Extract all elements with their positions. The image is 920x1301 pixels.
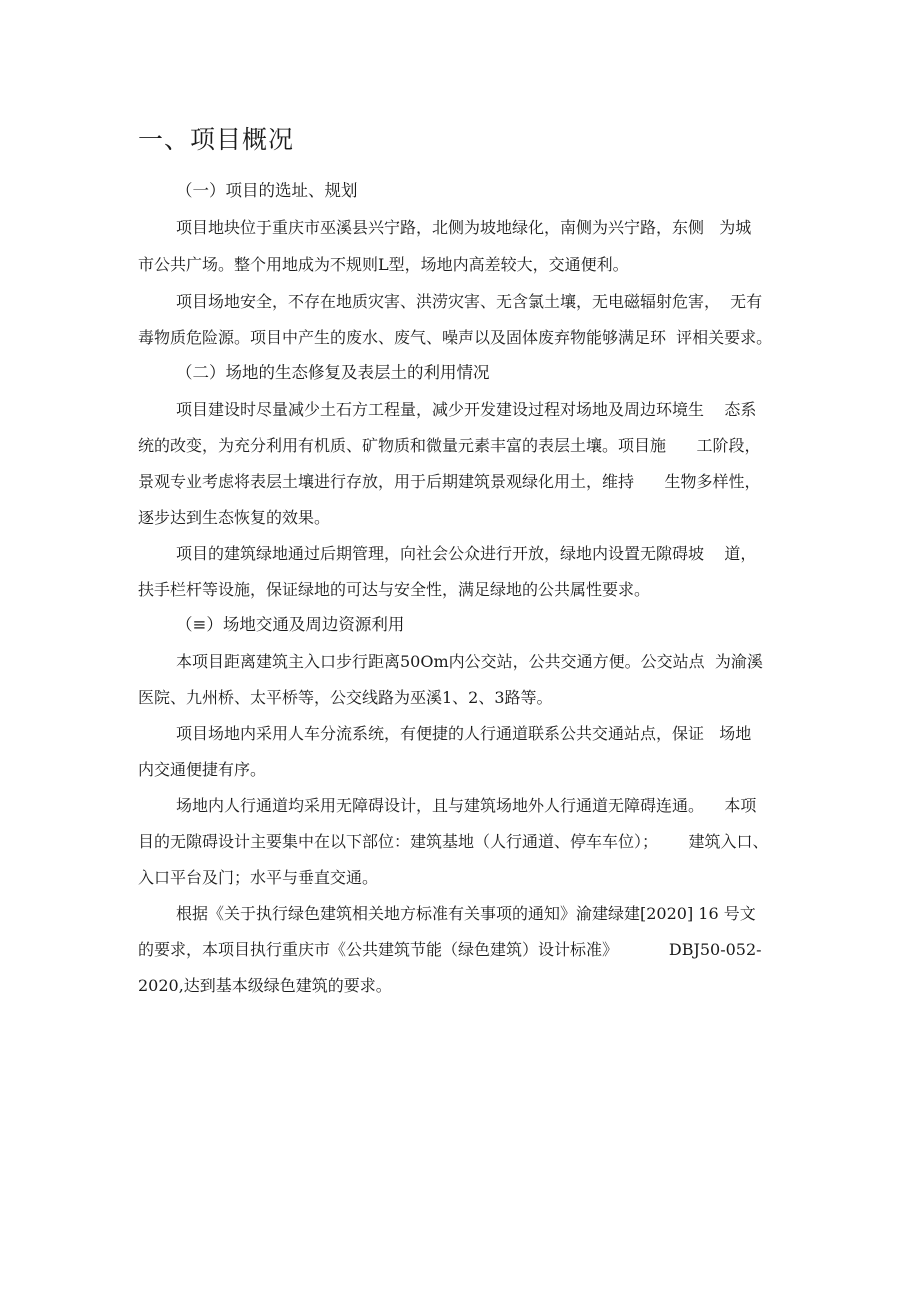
section-1-title: （一）项目的选址、规划 bbox=[176, 181, 358, 200]
section-2-title: （二）场地的生态修复及表层土的利用情况 bbox=[176, 363, 490, 382]
paragraph-line: 项目地块位于重庆市巫溪县兴宁路，北侧为坡地绿化，南侧为兴宁路，东侧 为城 bbox=[176, 218, 752, 237]
paragraph-line: 项目建设时尽量减少土石方工程量，减少开发建设过程对场地及周边环境生 态系 bbox=[176, 400, 757, 419]
page-title: 一、项目概况 bbox=[138, 125, 295, 154]
paragraph-line: 毒物质危险源。项目中产生的废水、废气、噪声以及固体废弃物能够满足环 评相关要求。 bbox=[138, 328, 773, 347]
paragraph-line: 根据《关于执行绿色建筑相关地方标准有关事项的通知》渝建绿建[2020] 16 号文 bbox=[176, 904, 756, 923]
paragraph-line: 目的无隙碍设计主要集中在以下部位：建筑基地（人行通道、停车车位）； 建筑入口、 bbox=[138, 832, 769, 851]
paragraph-line: 扶手栏杆等设施，保证绿地的可达与安全性，满足绿地的公共属性要求。 bbox=[138, 580, 651, 599]
paragraph-line: 场地内人行通道均采用无障碍设计，且与建筑场地外人行通道无障碍连通。 本项 bbox=[176, 796, 757, 815]
paragraph-line: 景观专业考虑将表层土壤进行存放，用于后期建筑景观绿化用土，维持 生物多样性， bbox=[138, 472, 761, 491]
paragraph-line: 项目的建筑绿地通过后期管理，向社会公众进行开放，绿地内设置无隙碍坡 道， bbox=[176, 544, 757, 563]
paragraph-line: 项目场地安全，不存在地质灾害、洪涝灾害、无含氯土壤，无电磁辐射危害， 无有 bbox=[176, 292, 763, 311]
paragraph-line: 统的改变，为充分利用有机质、矿物质和微量元素丰富的表层土壤。项目施 工阶段， bbox=[138, 436, 761, 455]
paragraph-line: 的要求，本项目执行重庆市《公共建筑节能（绿色建筑）设计标准》 DBJ50-052- bbox=[138, 940, 762, 959]
paragraph-line: 本项目距离建筑主入口步行距离50Om内公交站，公共交通方便。公交站点 为渝溪 bbox=[176, 652, 763, 671]
paragraph-line: 入口平台及门；水平与垂直交通。 bbox=[138, 868, 379, 887]
section-3-title: （≡）场地交通及周边资源利用 bbox=[176, 615, 405, 634]
paragraph-line: 项目场地内采用人车分流系统，有便捷的人行通道联系公共交通站点，保证 场地 bbox=[176, 724, 752, 743]
paragraph-line: 内交通便捷有序。 bbox=[138, 760, 267, 779]
paragraph-line: 医院、九州桥、太平桥等，公交线路为巫溪1、2、3路等。 bbox=[138, 688, 553, 707]
paragraph-line: 2020,达到基本级绿色建筑的要求。 bbox=[138, 976, 392, 995]
paragraph-line: 逐步达到生态恢复的效果。 bbox=[138, 508, 331, 527]
paragraph-line: 市公共广场。整个用地成为不规则L型，场地内高差较大，交通便利。 bbox=[138, 255, 629, 274]
